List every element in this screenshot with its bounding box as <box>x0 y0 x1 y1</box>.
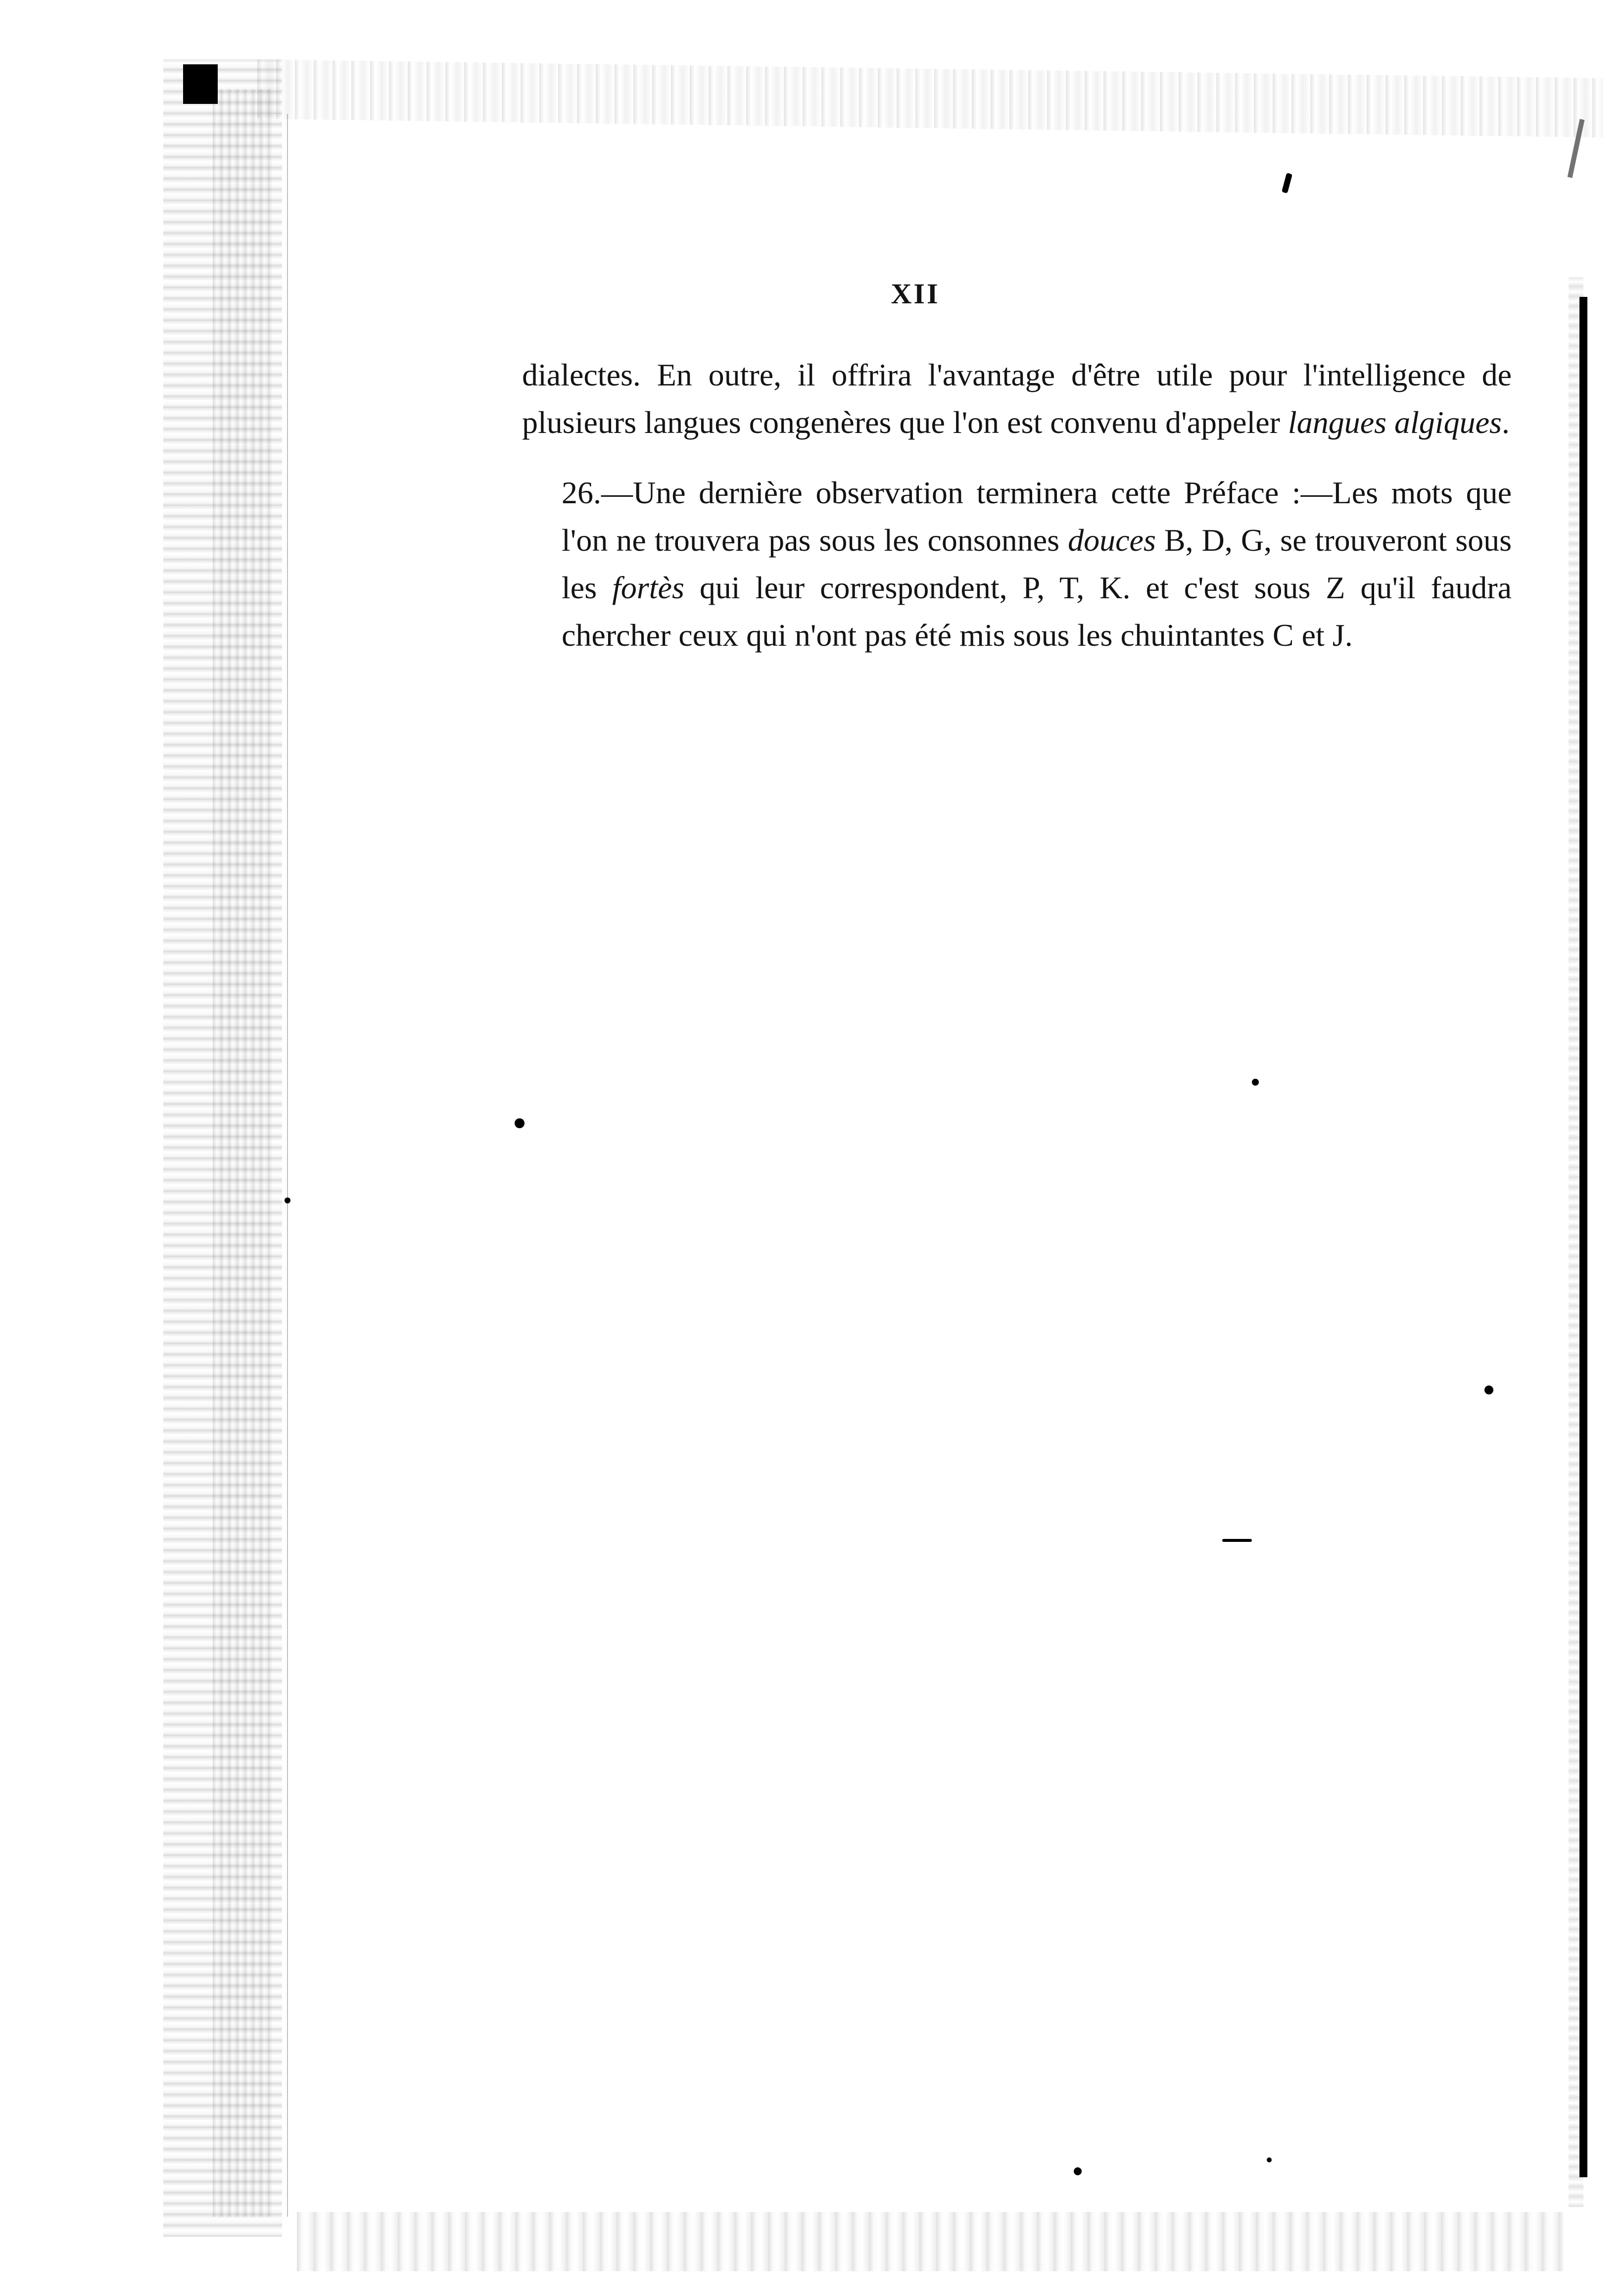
paragraph-2-italic-douces: douces <box>1068 523 1156 558</box>
scan-speck <box>1252 1079 1259 1086</box>
paragraph-1 <box>522 351 1512 446</box>
paragraph-2-middle: B, D, G, se trouveront sous les <box>562 523 1512 605</box>
paragraph-2 <box>522 469 1512 659</box>
scan-top-edge <box>257 59 1603 138</box>
scan-bottom-edge <box>297 2212 1564 2271</box>
paragraph-2-end: qui leur correspondent, P, T, K. et c'est sous Z qu'il faudra chercher ceux qui n'ont pas été mis sous les chuintantes C et J. <box>562 570 1512 653</box>
paragraph-2-text: 26.—Une dernière observation terminera cette Préface :—Les mots que l'on ne trouvera pas sous les consonnes <box>562 475 1512 558</box>
paragraph-1-italic: langues algiques <box>1288 405 1502 440</box>
scan-speck <box>285 1197 290 1203</box>
scan-top-corner <box>183 64 218 104</box>
text-block <box>522 351 1512 659</box>
scan-left-edge-inner <box>213 89 272 2217</box>
paragraph-1-text: dialectes. En outre, il offrira l'avantage d'être utile pour l'intelligence de plusieurs langues congenères que l'on est convenu d'appeler <box>522 357 1512 440</box>
scan-speck <box>1267 2157 1272 2162</box>
scan-speck <box>1282 173 1292 193</box>
scan-right-edge <box>1579 297 1587 2177</box>
paragraph-1-end: . <box>1501 405 1510 440</box>
scan-speck <box>1074 2167 1082 2175</box>
paragraph-2-italic-fortes: fortès <box>612 570 684 605</box>
scan-speck <box>515 1118 525 1128</box>
scan-speck <box>1484 1386 1493 1394</box>
page-number-header: XII <box>891 278 940 310</box>
scan-speck <box>1222 1539 1252 1542</box>
scan-left-rule <box>287 114 288 2217</box>
